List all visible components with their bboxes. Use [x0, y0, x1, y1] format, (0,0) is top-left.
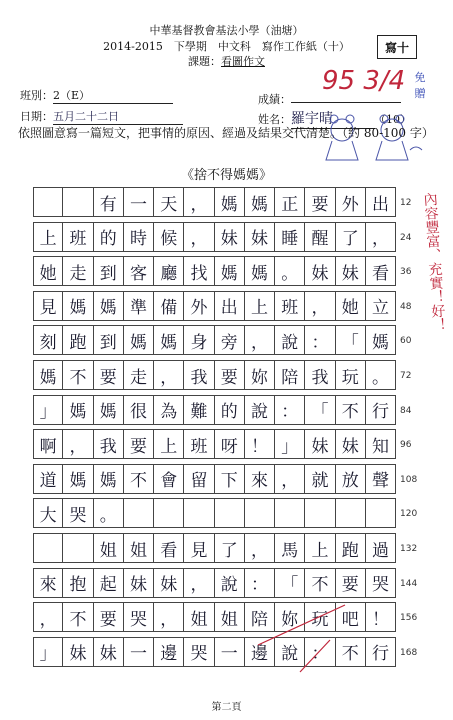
- grid-cell: 她: [33, 256, 63, 286]
- grid-cell: 吧: [336, 602, 366, 632]
- row-count-number: 96: [400, 440, 412, 451]
- grid-cell: ，: [305, 291, 335, 321]
- class-label: 班別：: [20, 89, 53, 102]
- grid-cell: 找: [184, 256, 214, 286]
- grid-cell: ，: [63, 429, 93, 459]
- grid-cell: ：: [305, 637, 335, 667]
- grid-cell: 說: [275, 637, 305, 667]
- grid-cell: 不: [305, 568, 335, 598]
- grid-cell: 上: [154, 429, 184, 459]
- sheet-number-box: 寫十: [377, 35, 417, 59]
- grid-cell: 正: [275, 187, 305, 217]
- stamp-text: 免: [414, 71, 426, 84]
- course-label: 課題：: [188, 55, 221, 68]
- row-count-number: 84: [400, 405, 412, 416]
- row-count-number: 132: [400, 544, 418, 554]
- class-value: 2（E）: [53, 87, 173, 104]
- grid-cell: 媽: [215, 256, 245, 286]
- grid-cell: 行: [366, 395, 396, 425]
- grid-cell: ！: [366, 602, 396, 632]
- grid-cell: 上: [305, 533, 335, 563]
- date-value: 五月二十二日: [53, 108, 183, 125]
- grid-cell: 道: [33, 464, 63, 494]
- grid-cell: 到: [94, 325, 124, 355]
- grid-cell: 大: [33, 498, 63, 528]
- grid-cell: ，: [184, 187, 214, 217]
- correction-stroke: [300, 640, 330, 672]
- row-count-number: 36: [400, 267, 412, 278]
- grid-cell: 醒: [305, 222, 335, 252]
- grid-cell: 就: [305, 464, 335, 494]
- essay-title: 《捨不得媽媽》: [180, 168, 272, 183]
- grid-cell: 聲: [366, 464, 396, 494]
- row-count-number: 60: [400, 336, 412, 347]
- grid-cell: 陪: [275, 360, 305, 390]
- grid-cell: 廳: [154, 256, 184, 286]
- grid-cell: 班: [184, 429, 214, 459]
- grid-cell: 。: [366, 360, 396, 390]
- instructions: 依照圖意寫一篇短文，把事情的原因、經過及結果交代清楚。（約 80-100 字）: [18, 126, 434, 140]
- grid-cell: 妹: [154, 568, 184, 598]
- grid-cell: 很: [124, 395, 154, 425]
- grid-cell: 抱: [63, 568, 93, 598]
- grid-cell: ，: [184, 222, 214, 252]
- grid-cell: 見: [33, 291, 63, 321]
- grid-cell: 要: [94, 602, 124, 632]
- grid-cell: 說: [215, 568, 245, 598]
- grid-cell: 候: [154, 222, 184, 252]
- grid-cell: 難: [184, 395, 214, 425]
- grid-cell: 不: [336, 637, 366, 667]
- score-label: 成績：: [258, 93, 291, 106]
- grid-cell: 身: [184, 325, 214, 355]
- grid-cell: ，: [33, 602, 63, 632]
- grid-cell: 外: [184, 291, 214, 321]
- grid-cell: 了: [336, 222, 366, 252]
- grid-cell: 妹: [305, 429, 335, 459]
- row-count-number: 48: [400, 301, 412, 312]
- grid-cell: 了: [215, 533, 245, 563]
- grid-cell: 走: [63, 256, 93, 286]
- grid-cell: 跑: [336, 533, 366, 563]
- grid-cell: 到: [94, 256, 124, 286]
- grid-cell: 為: [154, 395, 184, 425]
- grid-cell: ，: [275, 464, 305, 494]
- grid-cell: 備: [154, 291, 184, 321]
- grid-cell: 會: [154, 464, 184, 494]
- grid-cell: 要: [94, 360, 124, 390]
- grid-cell: 看: [366, 256, 396, 286]
- student-number: （10）: [375, 113, 411, 126]
- grid-cell: 媽: [94, 291, 124, 321]
- grid-cell: 不: [63, 602, 93, 632]
- row-count-number: 108: [400, 474, 418, 485]
- grid-cell: 說: [245, 395, 275, 425]
- grid-cell: 上: [33, 222, 63, 252]
- grid-cell: 哭: [63, 498, 93, 528]
- grid-cell: 「: [305, 395, 335, 425]
- grid-cell: 要: [336, 568, 366, 598]
- grid-cell: 立: [366, 291, 396, 321]
- grid-cell: 」: [33, 637, 63, 667]
- grid-cell: 準: [124, 291, 154, 321]
- row-count-number: 72: [400, 371, 412, 381]
- grid-cell: 邊: [245, 637, 275, 667]
- grid-cell: 的: [215, 395, 245, 425]
- grid-cell: ，: [245, 325, 275, 355]
- grid-cell: 玩: [336, 360, 366, 390]
- grid-cell: 我: [184, 360, 214, 390]
- grid-cell: 「: [336, 325, 366, 355]
- grid-cell: 一: [215, 637, 245, 667]
- grid-cell: 有: [94, 187, 124, 217]
- grid-cell: 客: [124, 256, 154, 286]
- grid-cell: 」: [275, 429, 305, 459]
- grid-cell: 知: [366, 429, 396, 459]
- grid-cell: 「: [275, 568, 305, 598]
- grid-cell: 起: [94, 568, 124, 598]
- grid-cell: 妹: [215, 222, 245, 252]
- grid-cell: 一: [124, 187, 154, 217]
- grid-cell: 的: [94, 222, 124, 252]
- grid-cell: 妹: [305, 256, 335, 286]
- grid-cell: ：: [305, 325, 335, 355]
- grid-cell: 姐: [94, 533, 124, 563]
- grid-cell: 姐: [124, 533, 154, 563]
- grid-cell: 不: [63, 360, 93, 390]
- row-count-number: 144: [400, 578, 418, 589]
- grid-cell: 行: [366, 637, 396, 667]
- grid-cell: 見: [184, 533, 214, 563]
- grid-cell: 媽: [94, 395, 124, 425]
- grid-cell: 媽: [245, 187, 275, 217]
- grid-cell: 。: [94, 498, 124, 528]
- stamp-subtext: 贈: [414, 87, 426, 100]
- name-label: 姓名：: [258, 113, 291, 126]
- grid-cell: 時: [124, 222, 154, 252]
- row-count-number: 120: [400, 509, 418, 520]
- grid-cell: 妹: [336, 256, 366, 286]
- grid-cell: 不: [124, 464, 154, 494]
- grid-cell: 陪: [245, 602, 275, 632]
- row-count-number: 24: [400, 232, 412, 243]
- grid-cell: 下: [215, 464, 245, 494]
- grid-cell: 媽: [63, 464, 93, 494]
- grid-cell: 班: [275, 291, 305, 321]
- grid-cell: ：: [275, 395, 305, 425]
- grid-cell: 要: [124, 429, 154, 459]
- grid-cell: ：: [245, 568, 275, 598]
- grid-cell: 來: [33, 568, 63, 598]
- teacher-comment: 內容豐富、充實！好！: [421, 191, 447, 333]
- grid-cell: 玩: [305, 602, 335, 632]
- grid-cell: 媽: [245, 256, 275, 286]
- score-value: 95 3/4: [322, 66, 406, 96]
- grid-cell: 哭: [124, 602, 154, 632]
- grid-cell: 一: [124, 637, 154, 667]
- grid-cell: 媽: [154, 325, 184, 355]
- grid-cell: 姐: [215, 602, 245, 632]
- grid-cell: 妹: [245, 222, 275, 252]
- grid-cell: 她: [336, 291, 366, 321]
- grid-cell: 媽: [33, 360, 63, 390]
- grid-cell: 哭: [184, 637, 214, 667]
- name-value: 羅宇晴: [291, 108, 375, 129]
- grid-cell: 妹: [94, 637, 124, 667]
- grid-cell: 刻: [33, 325, 63, 355]
- grid-cell: 媽: [94, 464, 124, 494]
- row-count-number: 156: [400, 613, 418, 624]
- grid-cell: 姐: [184, 602, 214, 632]
- grid-cell: 不: [336, 395, 366, 425]
- grid-cell: 留: [184, 464, 214, 494]
- grid-cell: 外: [336, 187, 366, 217]
- grid-cell: 馬: [275, 533, 305, 563]
- grid-cell: 旁: [215, 325, 245, 355]
- grid-cell: 來: [245, 464, 275, 494]
- grid-cell: 睡: [275, 222, 305, 252]
- course-value: 看圖作文: [221, 55, 265, 68]
- grid-cell: 要: [215, 360, 245, 390]
- grid-cell: 妹: [124, 568, 154, 598]
- correction-stroke: [258, 605, 345, 645]
- term-line: 2014-2015 下學期 中文科 寫作工作紙（十）: [103, 40, 350, 53]
- date-label: 日期：: [20, 110, 53, 123]
- grid-cell: 媽: [124, 325, 154, 355]
- grid-cell: 出: [215, 291, 245, 321]
- grid-cell: 妹: [336, 429, 366, 459]
- grid-cell: 妳: [275, 602, 305, 632]
- grid-cell: ，: [184, 568, 214, 598]
- grid-cell: 妹: [63, 637, 93, 667]
- grid-cell: 我: [305, 360, 335, 390]
- grid-cell: 看: [154, 533, 184, 563]
- grid-cell: 媽: [63, 395, 93, 425]
- row-count-number: 12: [400, 198, 412, 208]
- grid-cell: 妳: [245, 360, 275, 390]
- grid-cell: 班: [63, 222, 93, 252]
- grid-cell: ，: [154, 360, 184, 390]
- grid-cell: 跑: [63, 325, 93, 355]
- school-name: 中華基督教會基法小學（油塘）: [149, 24, 304, 37]
- grid-cell: 」: [33, 395, 63, 425]
- grid-cell: 上: [245, 291, 275, 321]
- grid-cell: 要: [305, 187, 335, 217]
- grid-cell: 我: [94, 429, 124, 459]
- grid-cell: 邊: [154, 637, 184, 667]
- grid-cell: 過: [366, 533, 396, 563]
- grid-cell: ，: [154, 602, 184, 632]
- page-footer: 第二頁: [211, 702, 242, 713]
- grid-cell: 媽: [63, 291, 93, 321]
- grid-cell: 出: [366, 187, 396, 217]
- grid-cell: ，: [366, 222, 396, 252]
- grid-cell: 放: [336, 464, 366, 494]
- grid-cell: 呀: [215, 429, 245, 459]
- grid-cell: 媽: [215, 187, 245, 217]
- grid-cell: 天: [154, 187, 184, 217]
- grid-cell: 。: [275, 256, 305, 286]
- row-count-number: 168: [400, 647, 418, 658]
- grid-cell: 哭: [366, 568, 396, 598]
- grid-cell: ！: [245, 429, 275, 459]
- grid-cell: ，: [245, 533, 275, 563]
- grid-cell: 走: [124, 360, 154, 390]
- grid-cell: 媽: [366, 325, 396, 355]
- grid-cell: 啊: [33, 429, 63, 459]
- grid-cell: 說: [275, 325, 305, 355]
